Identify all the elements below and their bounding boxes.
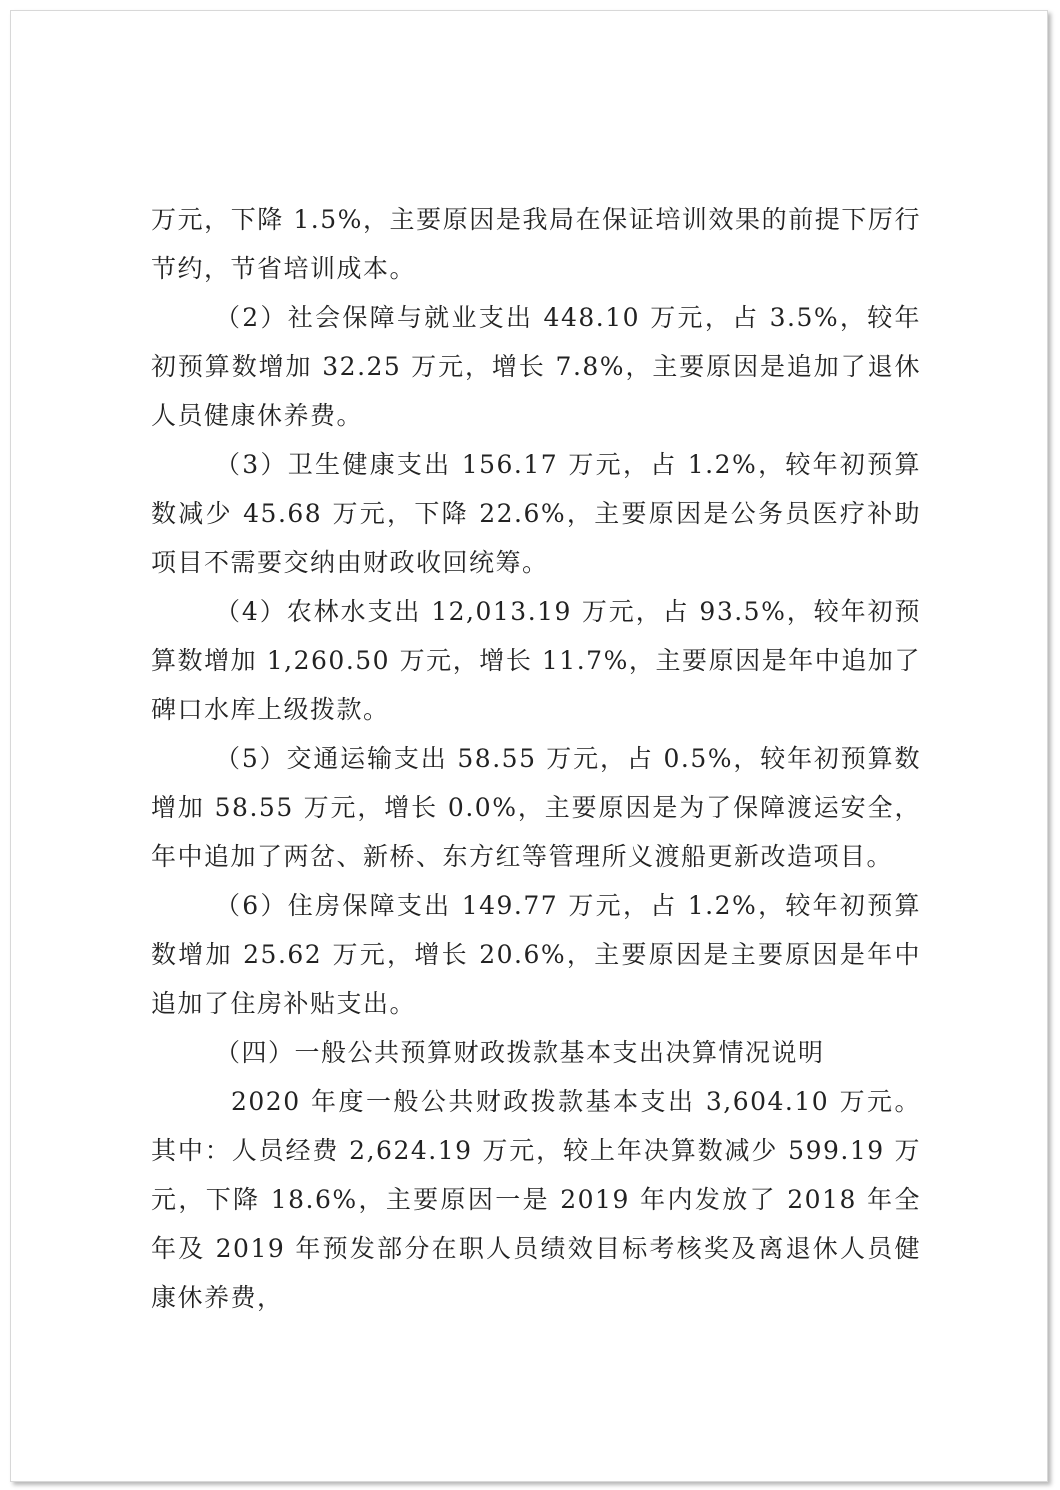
paragraph-basic-expenditure: 2020 年度一般公共财政拨款基本支出 3,604.10 万元。其中：人员经费 2,624.19 万元，较上年决算数减少 599.19 万元，下降 18.6%，主要原因一是 2019 年内发放了 2018 年全年及 2019 年预发部分在职人员绩效目标考核奖及离退休人员健康休养费， — [151, 1087, 921, 1312]
paragraph-social-security: （2）社会保障与就业支出 448.10 万元，占 3.5%，较年初预算数增加 32.25 万元，增长 7.8%，主要原因是追加了退休人员健康休养费。 — [151, 303, 921, 430]
paragraph-training-cost: 万元，下降 1.5%，主要原因是我局在保证培训效果的前提下厉行节约，节省培训成本。 — [151, 205, 921, 283]
paragraph-agriculture: （4）农林水支出 12,013.19 万元，占 93.5%，较年初预算数增加 1,260.50 万元，增长 11.7%，主要原因是年中追加了碑口水库上级拨款。 — [151, 597, 921, 724]
section-heading: （四）一般公共预算财政拨款基本支出决算情况说明 — [215, 1038, 825, 1067]
paragraph-health: （3）卫生健康支出 156.17 万元，占 1.2%，较年初预算数减少 45.68 万元，下降 22.6%，主要原因是公务员医疗补助项目不需要交纳由财政收回统筹。 — [151, 450, 921, 577]
paragraph-transport: （5）交通运输支出 58.55 万元，占 0.5%，较年初预算数增加 58.55 万元，增长 0.0%，主要原因是为了保障渡运安全，年中追加了两岔、新桥、东方红等管理所义渡船更新改造项目。 — [151, 744, 921, 871]
document-body — [151, 195, 921, 1322]
paragraph-housing: （6）住房保障支出 149.77 万元，占 1.2%，较年初预算数增加 25.62 万元，增长 20.6%，主要原因是主要原因是年中追加了住房补贴支出。 — [151, 891, 921, 1018]
